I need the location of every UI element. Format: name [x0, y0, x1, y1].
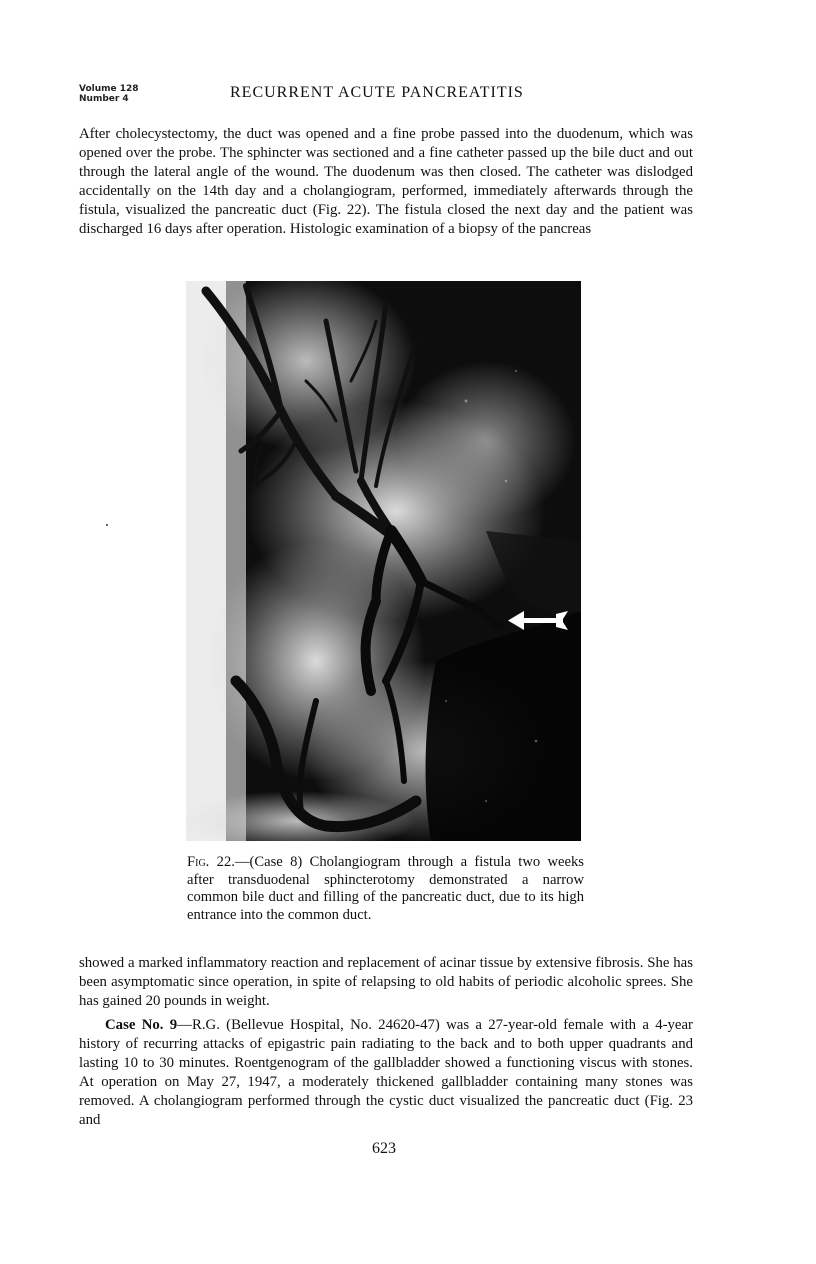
- running-title: RECURRENT ACUTE PANCREATITIS: [230, 84, 524, 101]
- scan-speck: [106, 524, 108, 526]
- case-heading: Case No. 9: [105, 1017, 178, 1033]
- volume-line: Volume 128: [79, 84, 139, 94]
- cholangiogram-figure: [186, 281, 581, 841]
- case-text: —R.G. (Bellevue Hospital, No. 24620-47) was a 27-year-old female with a 4-year history of recurring attacks of epigastric pain radiating to the back and to both upper quadrants and lasting 10 to 30 minutes. Roentgenogram of the gallbladder showed a functioning viscus with stones. At operation on May 27, 1947, a moderately thickened gallbladder containing many stones was removed. A cholangiogram performed through the cystic duct visualized the pancreatic duct (Fig. 23 and: [79, 1017, 693, 1128]
- figure-caption-text: —(Case 8) Cholangiogram through a fistula two weeks after transduodenal sphincterotomy demonstrated a narrow common bile duct and filling of the pancreatic duct, due to its high entrance into the common duct.: [187, 854, 584, 923]
- figure-label: Fig. 22.: [187, 854, 235, 870]
- body-paragraph-1: After cholecystectomy, the duct was opened and a fine probe passed into the duodenum, which was opened over the probe. The sphincter was sectioned and a fine catheter passed up the bile duct and out through the lateral angle of the wound. The duodenum was then closed. The catheter was dislodged accidentally on the 14th day and a cholangiogram, performed, immediately afterwards through the fistula, visualized the pancreatic duct (Fig. 22). The fistula closed the next day and the patient was discharged 16 days after operation. Histologic examination of a biopsy of the pancreas: [79, 126, 693, 237]
- volume-number: [79, 84, 139, 104]
- figure-caption: [187, 854, 584, 924]
- number-line: Number 4: [79, 94, 129, 104]
- body-paragraph-2: showed a marked inflammatory reaction and replacement of acinar tissue by extensive fibrosis. She has been asymptomatic since operation, in spite of relapsing to old habits of periodic alcoholic sprees. She has gained 20 pounds in weight.: [79, 955, 693, 1009]
- cholangiogram-image: [186, 281, 581, 841]
- body-paragraph-3: [79, 1016, 693, 1129]
- page-number: 623: [372, 1140, 396, 1157]
- running-head: [79, 84, 739, 110]
